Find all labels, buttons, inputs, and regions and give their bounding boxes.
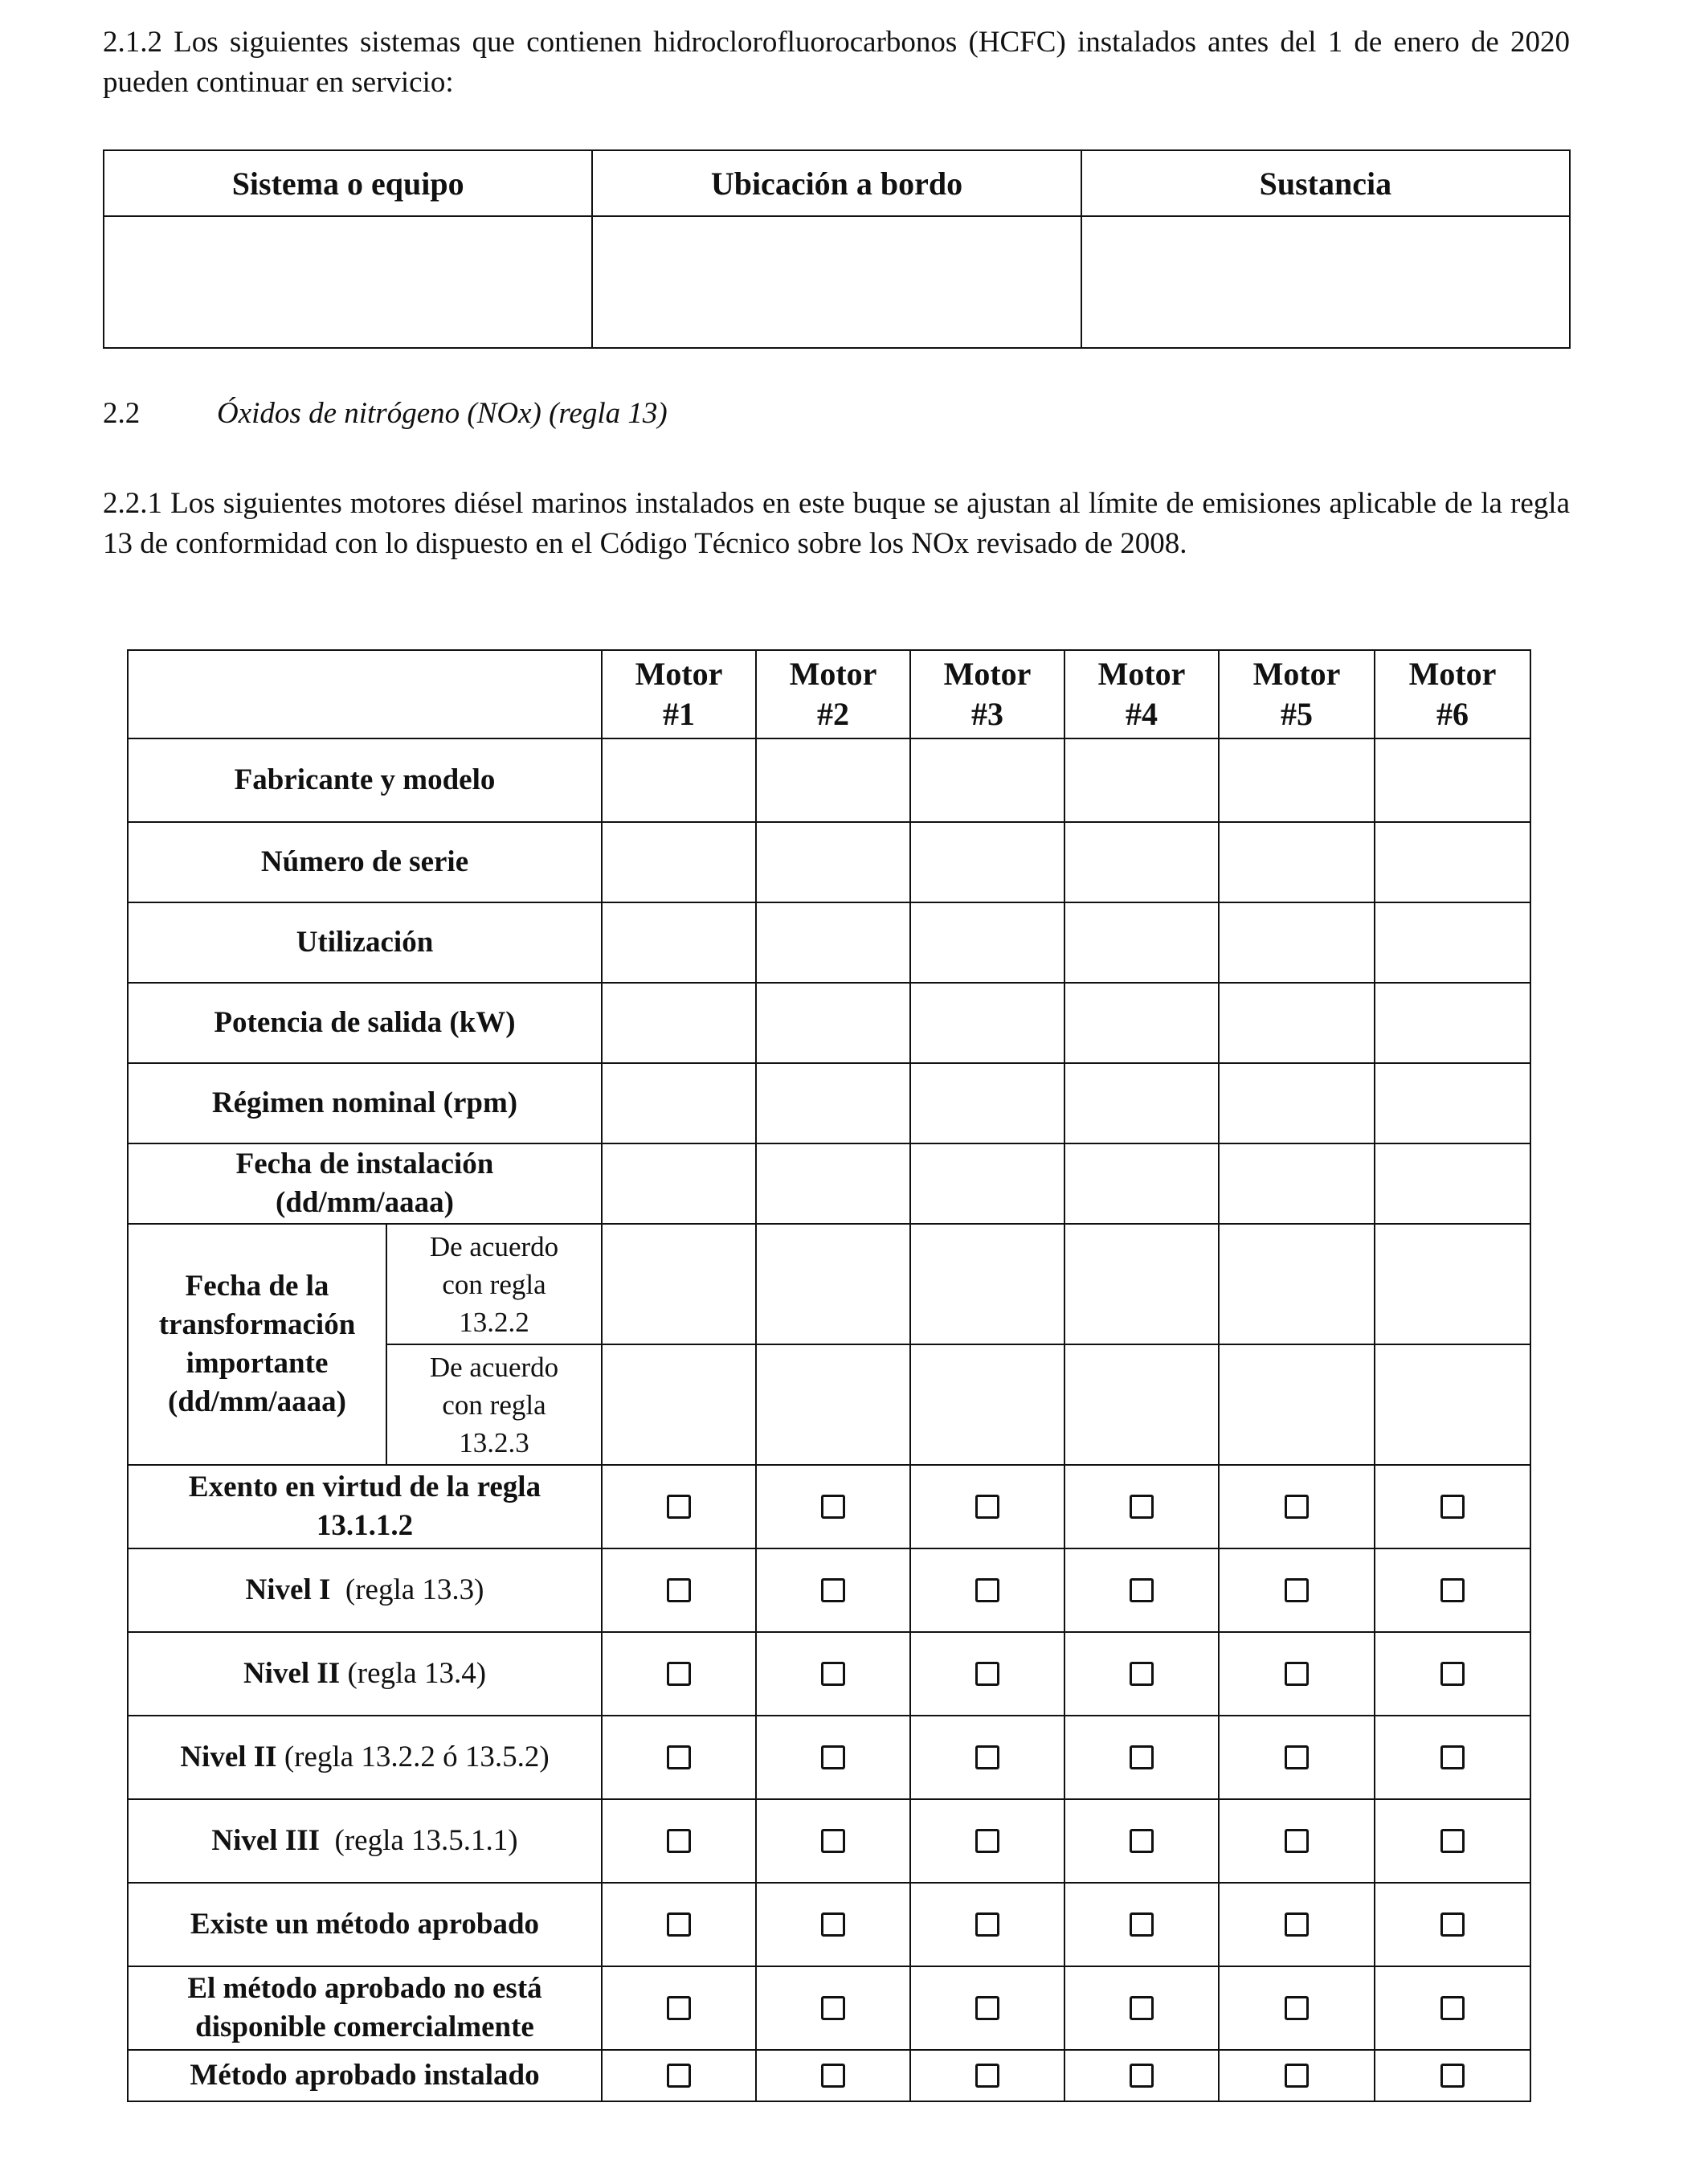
checkbox-approved-motor-4[interactable] (1130, 1912, 1154, 1937)
input-cell[interactable] (1375, 983, 1530, 1063)
paragraph-2-1-2: 2.1.2 Los siguientes sistemas que contienen hidroclorofluorocarbonos (HCFC) instalados antes del 1 de enero de 2020 pueden continuar en servicio: (103, 26, 1570, 99)
checkbox-tier2alt-motor-2[interactable] (821, 1745, 845, 1769)
input-cell[interactable] (602, 822, 756, 902)
column-header-motor-4: Motor #4 (1064, 650, 1219, 738)
checkbox-tier1-motor-4[interactable] (1130, 1578, 1154, 1602)
sub-label-13-2-3: De acuerdo con regla 13.2.3 (386, 1344, 602, 1465)
checkbox-tier2-motor-2[interactable] (821, 1662, 845, 1686)
input-cell[interactable] (1219, 822, 1375, 902)
row-label-tier-2: Nivel II (regla 13.4) (128, 1632, 602, 1716)
table-header-row (104, 150, 1570, 216)
input-cell[interactable] (602, 902, 756, 983)
input-cell[interactable] (756, 1344, 910, 1465)
checkbox-approved-motor-5[interactable] (1285, 1912, 1309, 1937)
column-header-motor-3: Motor #3 (910, 650, 1064, 738)
checkbox-installed-motor-4[interactable] (1130, 2064, 1154, 2088)
checkbox-installed-motor-6[interactable] (1440, 2064, 1465, 2088)
row-label-major-conversion: Fecha de la transformación importante (dd/mm/aaaa) (128, 1224, 386, 1465)
section-heading-2-2 (103, 394, 668, 434)
row-use (128, 902, 1530, 983)
checkbox-notavail-motor-6[interactable] (1440, 1996, 1465, 2020)
input-cell[interactable] (1219, 902, 1375, 983)
input-cell[interactable] (602, 1063, 756, 1143)
checkbox-installed-motor-1[interactable] (667, 2064, 691, 2088)
row-label-install-date: Fecha de instalación (dd/mm/aaaa) (128, 1143, 602, 1224)
input-cell[interactable] (756, 902, 910, 983)
row-label-tier-3: Nivel III (regla 13.5.1.1) (128, 1799, 602, 1883)
checkbox-notavail-motor-3[interactable] (975, 1996, 999, 2020)
input-cell[interactable] (1064, 1344, 1219, 1465)
checkbox-exempt-motor-6[interactable] (1440, 1495, 1465, 1519)
input-cell[interactable] (1064, 738, 1219, 822)
empty-cell[interactable] (592, 216, 1081, 348)
checkbox-tier2-motor-3[interactable] (975, 1662, 999, 1686)
input-cell[interactable] (1219, 1063, 1375, 1143)
checkbox-tier3-motor-1[interactable] (667, 1829, 691, 1853)
paragraph-2-2-1: 2.2.1 Los siguientes motores diésel marinos instalados en este buque se ajustan al límite de emisiones aplicable de la regla 13 de conformidad con lo dispuesto en el Código Técnico sobre los NOx revisado de 2008. (103, 487, 1570, 560)
input-cell[interactable] (910, 983, 1064, 1063)
input-cell[interactable] (1064, 1224, 1219, 1344)
row-label-exempt: Exento en virtud de la regla 13.1.1.2 (128, 1465, 602, 1548)
row-label-not-available: El método aprobado no está disponible comercialmente (128, 1966, 602, 2050)
checkbox-tier2-motor-1[interactable] (667, 1662, 691, 1686)
checkbox-approved-motor-6[interactable] (1440, 1912, 1465, 1937)
input-cell[interactable] (756, 1224, 910, 1344)
column-header-system: Sistema o equipo (104, 150, 592, 216)
input-cell[interactable] (1375, 1063, 1530, 1143)
input-cell[interactable] (602, 1344, 756, 1465)
checkbox-approved-motor-1[interactable] (667, 1912, 691, 1937)
hcfc-systems-table (103, 149, 1571, 349)
input-cell[interactable] (1375, 902, 1530, 983)
input-cell[interactable] (1219, 983, 1375, 1063)
column-header-motor-2: Motor #2 (756, 650, 910, 738)
checkbox-exempt-motor-3[interactable] (975, 1495, 999, 1519)
table-header-row (128, 650, 1530, 738)
empty-cell[interactable] (104, 216, 592, 348)
input-cell[interactable] (602, 738, 756, 822)
empty-cell[interactable] (1081, 216, 1570, 348)
row-tier-2 (128, 1632, 1530, 1716)
row-rating (128, 1063, 1530, 1143)
input-cell[interactable] (1064, 1143, 1219, 1224)
input-cell[interactable] (910, 1224, 1064, 1344)
checkbox-installed-motor-2[interactable] (821, 2064, 845, 2088)
input-cell[interactable] (756, 738, 910, 822)
checkbox-exempt-motor-4[interactable] (1130, 1495, 1154, 1519)
checkbox-tier2alt-motor-5[interactable] (1285, 1745, 1309, 1769)
row-manufacturer (128, 738, 1530, 822)
checkbox-tier2alt-motor-4[interactable] (1130, 1745, 1154, 1769)
input-cell[interactable] (1064, 902, 1219, 983)
section-number: 2.2 (103, 397, 141, 430)
row-serial (128, 822, 1530, 902)
row-label-power: Potencia de salida (kW) (128, 983, 602, 1063)
sub-label-13-2-2: De acuerdo con regla 13.2.2 (386, 1224, 602, 1344)
checkbox-notavail-motor-5[interactable] (1285, 1996, 1309, 2020)
row-label-tier-1: Nivel I (regla 13.3) (128, 1548, 602, 1632)
checkbox-tier3-motor-2[interactable] (821, 1829, 845, 1853)
row-label-use: Utilización (128, 902, 602, 983)
input-cell[interactable] (756, 1143, 910, 1224)
row-label-installed: Método aprobado instalado (128, 2050, 602, 2101)
input-cell[interactable] (602, 1143, 756, 1224)
checkbox-exempt-motor-1[interactable] (667, 1495, 691, 1519)
input-cell[interactable] (910, 902, 1064, 983)
checkbox-approved-motor-2[interactable] (821, 1912, 845, 1937)
checkbox-tier2-motor-5[interactable] (1285, 1662, 1309, 1686)
input-cell[interactable] (910, 1344, 1064, 1465)
checkbox-tier2-motor-6[interactable] (1440, 1662, 1465, 1686)
checkbox-tier1-motor-5[interactable] (1285, 1578, 1309, 1602)
input-cell[interactable] (1219, 1344, 1375, 1465)
checkbox-tier1-motor-1[interactable] (667, 1578, 691, 1602)
checkbox-tier2alt-motor-1[interactable] (667, 1745, 691, 1769)
checkbox-tier3-motor-4[interactable] (1130, 1829, 1154, 1853)
column-header-location: Ubicación a bordo (592, 150, 1081, 216)
input-cell[interactable] (1375, 822, 1530, 902)
row-label-serial: Número de serie (128, 822, 602, 902)
row-label-tier-2-alt: Nivel II (regla 13.2.2 ó 13.5.2) (128, 1716, 602, 1799)
input-cell[interactable] (1064, 983, 1219, 1063)
checkbox-notavail-motor-2[interactable] (821, 1996, 845, 2020)
row-transform-13-2-2 (128, 1224, 1530, 1344)
input-cell[interactable] (1064, 822, 1219, 902)
checkbox-tier3-motor-6[interactable] (1440, 1829, 1465, 1853)
row-tier-2-alt (128, 1716, 1530, 1799)
checkbox-notavail-motor-1[interactable] (667, 1996, 691, 2020)
input-cell[interactable] (910, 738, 1064, 822)
checkbox-tier2alt-motor-6[interactable] (1440, 1745, 1465, 1769)
input-cell[interactable] (910, 822, 1064, 902)
corner-cell (128, 650, 602, 738)
checkbox-tier1-motor-3[interactable] (975, 1578, 999, 1602)
section-title: Óxidos de nitrógeno (NOx) (regla 13) (217, 397, 668, 430)
column-header-motor-5: Motor #5 (1219, 650, 1375, 738)
input-cell[interactable] (756, 1063, 910, 1143)
checkbox-exempt-motor-5[interactable] (1285, 1495, 1309, 1519)
input-cell[interactable] (1375, 1224, 1530, 1344)
input-cell[interactable] (756, 822, 910, 902)
row-tier-1 (128, 1548, 1530, 1632)
input-cell[interactable] (1219, 1143, 1375, 1224)
row-label-rating: Régimen nominal (rpm) (128, 1063, 602, 1143)
row-label-approved-exists: Existe un método aprobado (128, 1883, 602, 1966)
input-cell[interactable] (1375, 738, 1530, 822)
checkbox-exempt-motor-2[interactable] (821, 1495, 845, 1519)
row-not-available (128, 1966, 1530, 2050)
row-install-date (128, 1143, 1530, 1224)
checkbox-approved-motor-3[interactable] (975, 1912, 999, 1937)
column-header-substance: Sustancia (1081, 150, 1570, 216)
input-cell[interactable] (756, 983, 910, 1063)
input-cell[interactable] (1064, 1063, 1219, 1143)
input-cell[interactable] (910, 1143, 1064, 1224)
checkbox-tier3-motor-5[interactable] (1285, 1829, 1309, 1853)
column-header-motor-1: Motor #1 (602, 650, 756, 738)
checkbox-tier3-motor-3[interactable] (975, 1829, 999, 1853)
checkbox-notavail-motor-4[interactable] (1130, 1996, 1154, 2020)
engine-nox-table (127, 649, 1531, 2102)
row-label-manufacturer: Fabricante y modelo (128, 738, 602, 822)
row-installed (128, 2050, 1530, 2101)
input-cell[interactable] (602, 1224, 756, 1344)
checkbox-tier1-motor-2[interactable] (821, 1578, 845, 1602)
input-cell[interactable] (602, 983, 756, 1063)
column-header-motor-6: Motor #6 (1375, 650, 1530, 738)
checkbox-tier2-motor-4[interactable] (1130, 1662, 1154, 1686)
checkbox-installed-motor-5[interactable] (1285, 2064, 1309, 2088)
row-power (128, 983, 1530, 1063)
input-cell[interactable] (1219, 1224, 1375, 1344)
input-cell[interactable] (1375, 1143, 1530, 1224)
table-row (104, 216, 1570, 348)
checkbox-installed-motor-3[interactable] (975, 2064, 999, 2088)
checkbox-tier2alt-motor-3[interactable] (975, 1745, 999, 1769)
checkbox-tier1-motor-6[interactable] (1440, 1578, 1465, 1602)
input-cell[interactable] (910, 1063, 1064, 1143)
row-approved-exists (128, 1883, 1530, 1966)
input-cell[interactable] (1219, 738, 1375, 822)
row-exempt (128, 1465, 1530, 1548)
row-tier-3 (128, 1799, 1530, 1883)
input-cell[interactable] (1375, 1344, 1530, 1465)
